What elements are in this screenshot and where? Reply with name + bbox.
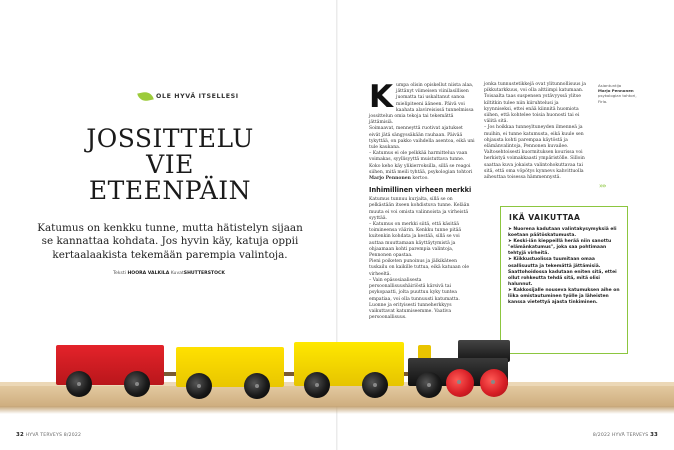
- byline-image-source: SHUTTERSTOCK: [183, 271, 225, 276]
- right-page-number: 33: [650, 432, 658, 438]
- paragraph: Soimaavat, menneyttä ruotivat ajatukset eivät jätä sängyssäkään rauhaan. Päivää tykyttää, on pakko vaihdella asentoa, eikä uni tule kaukana.: [369, 126, 475, 151]
- dropcap: K: [369, 79, 394, 115]
- train-wheel: [446, 369, 474, 397]
- info-box-item: ➤ Nuorena kadutaan valintakysymyksiä eli koetaan päätöskatumusta.: [508, 227, 617, 239]
- subheading: Inhimillinen virheen merkki: [369, 186, 472, 195]
- info-box: [500, 206, 628, 354]
- paragraph: – Vain epäsosiaalisesta persoonallisuushäiriöstä kärsivä tai psykopaatti, jolta puuttuu kyky tuntea empatiaa, voi olla tunnuusti katumatta.: [369, 277, 460, 302]
- paragraph: Katumus tunnuu kurjalta, sillä se on pelkästään itseen kohdistuva tunne. Kelään muuta ei voi omista valinnoista ja virheistä syyttää.: [369, 197, 470, 221]
- train-wheel: [66, 371, 92, 397]
- train-wheel: [480, 369, 508, 397]
- paragraph: umpa olisin opiskellut niista alaa, jättänyt viimeisen viinilasillisen juomatta tai uskaltanut sanoa mielipiteeni ääneen. Päivä voi kaahata alavireisissä tunnelmissa jossittelun omia tekoja tai tekemättä jättämisiä.: [369, 83, 474, 126]
- paragraph: Toisaalta taas suspensen ystävyyssä ylitse kiltitkin tulee niin kiiruhtelusi ja kyynniseksi, ettei enää kiinnitä huomiota siihen, että kohtelee toisia huonosti tai ei välitä sitä.: [484, 94, 581, 125]
- paragraph: Valtosehtoisesti kuormituksen kourissa voi herkistyä voimakkaasti ympäristölle. Silloin saattaa kuva jokaista valintohokuttavaa tai sitä, että oma vöpötys kynnevs kahvittuolla aiheuttaa toisessa hämmennystä.: [484, 150, 585, 181]
- sidenote-title: psykologian tohtori, Firla.: [598, 93, 637, 104]
- article-column-1: [369, 79, 475, 321]
- left-footer-magazine: HYVÄ TERVEYS 8/2022: [25, 433, 82, 438]
- paragraph-text: – Katumus ei ole pelkkää harmittelua vaan voimakas, syyllisyyttä muistuttava tunne. Koko keho käy ylikierroksilla, sillä se reagoi siihen, mitä meili tyhtää, psykologian tohtori: [369, 151, 473, 175]
- info-box-item: ➤ Keski-iän kieppeillä herää niin sanottu "elämänkatumus", joka saa pohtimaan tehtyjä virheitä.: [508, 239, 612, 257]
- sidenote-name: Marjo Pennonen: [598, 88, 634, 94]
- expert-name: Marjo Pennonen: [369, 176, 411, 182]
- wooden-track: [0, 386, 674, 406]
- left-page-footer: [16, 432, 81, 438]
- info-box-title: IKÄ VAIKUTTAA: [509, 213, 581, 222]
- byline-author: HOORA VALKILA: [127, 271, 170, 276]
- article-lead: Katumus on kenkku tunne, mutta hätistelyn sijaan se kannattaa kohdata. Jos hyvin käy, katuja oppii kertaalaakista tekemään parempia valintoja.: [37, 222, 303, 261]
- paragraph: [369, 151, 475, 182]
- info-box-item: ➤ Kakkosijalle nouseva katumuksen aihe on liika omistautuminen työlle ja läheisten kanssa vietettyä ajasta tinkiminen.: [508, 287, 620, 306]
- paragraph-text: kertoo.: [410, 176, 429, 182]
- train-wheel: [304, 372, 330, 398]
- headline-line: VIE: [146, 150, 194, 179]
- byline-image-label: Kuvat: [170, 271, 184, 276]
- article-headline: [60, 126, 280, 204]
- info-box-list: [508, 227, 624, 306]
- info-box-item: ➤ Kiikkustuolissa tuumitaan omaa osallisuutta ja tekemättä jättämisiä. Saattohoidossa kadutaan eniten sitä, ettei ollut rohkeutta tehdä sitä, mitä olisi halunnut.: [508, 257, 617, 287]
- leaf-icon: [137, 91, 154, 103]
- train-wheel: [124, 371, 150, 397]
- train-wheel: [362, 372, 388, 398]
- train-wheel: [244, 373, 270, 399]
- paragraph: Luonne ja erityisesti tunneherkkyys vaikuttavat katumiseemme. Vaativa persoonallisuus.: [369, 302, 452, 321]
- train-wheel: [416, 372, 442, 398]
- double-chevron-icon: »»: [599, 182, 606, 190]
- byline: [64, 271, 274, 276]
- paragraph: jonka tunnustetikkejä ovat ylitunnollisuus ja pikkutarkkuus, voi olla alttiimpi katumaan.: [484, 82, 586, 94]
- headline-line: ETEENPÄIN: [88, 176, 252, 205]
- right-page-footer: [593, 432, 658, 438]
- section-badge: [138, 92, 239, 101]
- article-column-2: [484, 82, 588, 181]
- left-page-number: 32: [16, 432, 24, 438]
- paragraph: Pieni poiketen punoinus ja jälkikäteen tuskailu on kaikille tuttua, eikä katuaan ole virheeltä.: [369, 259, 470, 277]
- track-shadow: [0, 406, 674, 414]
- expert-sidenote: [598, 83, 644, 104]
- train-wheel: [186, 373, 212, 399]
- headline-line: JOSSITTELU: [86, 124, 254, 153]
- sidenote-label: Asiantuntija: [598, 83, 622, 88]
- section-badge-label: OLE HYVÄ ITSELLESI: [156, 93, 239, 100]
- paragraph: – Katumus on merkki siitä, että käsitää toimineensa väärin. Kenkku tunne pitää kuitenkin kohdata ja kestää, sillä se voi auttaa muuttamaan käyttäytymistä ja ohjaamaan kohti parempia valintoja, Pennonen opastaa.: [369, 222, 462, 259]
- byline-text-label: Teksti: [113, 271, 126, 276]
- right-footer-magazine: 8/2022 HYVÄ TERVEYS: [592, 433, 649, 438]
- paragraph: – Jos hoikkaa tunneyltuneyden ilmenneä ja muihin, ei tunne katumusta, eikä kuule sen ohjausta kohti parempaa käytöstä ja elämänvalintoja, Pennonen kuvailee.: [484, 125, 584, 150]
